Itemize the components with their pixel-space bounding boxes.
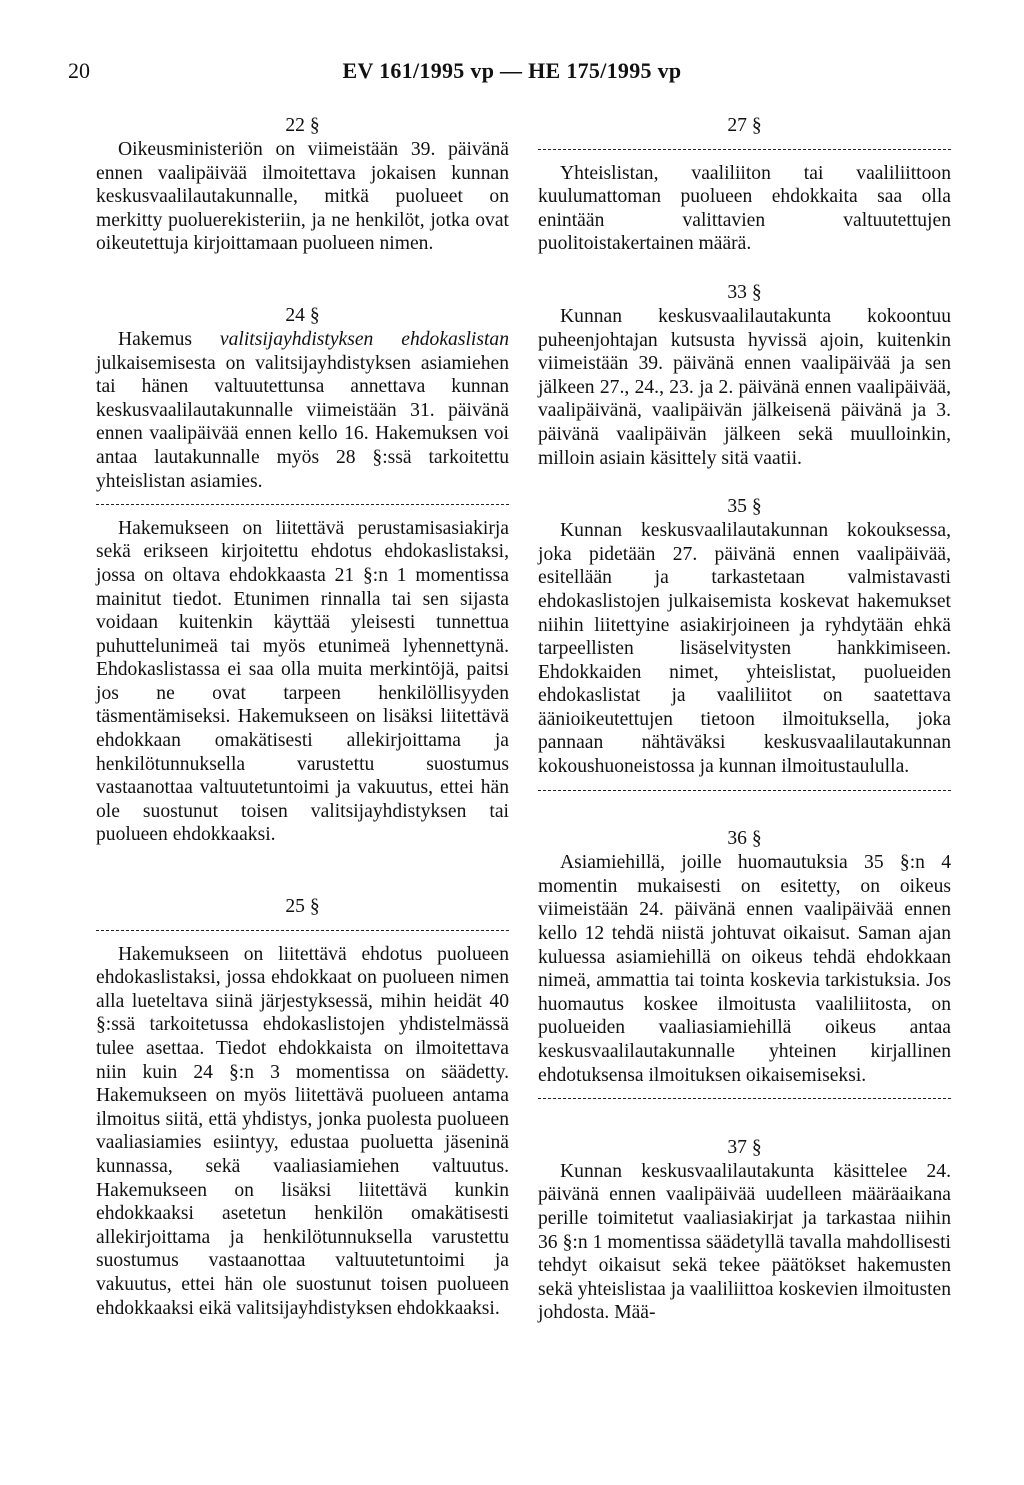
section-37 (538, 1136, 951, 1325)
section-33-text: Kunnan keskusvaalilautakunta kokoontuu puheenjohtajan kutsusta hyvissä ajoin, kuitenkin viimeistään 39. päivänä ennen vaalipäivää ja sen jälkeen 27., 24., 23. ja 2. päivänä ennen vaalipäivää, vaalipäivänä, vaalipäivän jälkeisenä päivänä ja 3. päivänä vaalipäivän jälkeen sekä muulloinkin, milloin asiain käsittely sitä vaatii. (538, 305, 951, 469)
page-header (68, 50, 956, 86)
section-24-p1-start: Hakemus (118, 328, 220, 350)
section-22 (96, 114, 509, 256)
section-24-p1-italic: valitsijayhdistyksen ehdokaslistan (219, 328, 510, 350)
section-22-text: Oikeusministeriön on viimeistään 39. päivänä ennen vaalipäivää ilmoitettava jokaisen kunnan keskusvaalilautakunnalle, mitkä puolueet on merkitty puoluerekisteriin, ja ne henkilöt, jotka ovat oikeutettuja kirjoittamaan puolueen nimen. (96, 139, 509, 255)
section-25-text: Hakemukseen on liitettävä ehdotus puolueen ehdokaslistaksi, jossa ehdokkaat on puolueen nimen alla lueteltava siinä järjestyksessä, mihin heidät 40 §:ssä tarkoitetussa ehdokaslistojen yhdistelmässä tulee asettaa. Tiedot ehdokkaista on ilmoitettava niin kuin 24 §:n 3 momentissa on säädetty. Hakemukseen on myös liitettävä puolueen antama ilmoitus siitä, että yhdistys, jonka puolesta puolueen vaaliasiamies esiintyy, edustaa puoluetta jäseninä kunnassa, sekä vaaliasiamiehen valtuutus. Hakemukseen on lisäksi liitettävä kunkin ehdokkaaksi asetetun henkilön omakätisesti allekirjoittama ja henkilötunnuksella varustettu suostumus vastaanottaa valtuutetuntoimi ja vakuutus, ettei hän ole suostunut toisen puolueen ehdokkaaksi eikä valitsijayhdistyksen ehdokkaaksi. (96, 943, 509, 1319)
section-24-heading: 24 § (285, 304, 320, 326)
section-24-paragraph-2: Hakemukseen on liitettävä perustamisasiakirja sekä erikseen kirjoitettu ehdotus ehdokaslistaksi, jossa on oltava ehdokkaasta 21 §:n 1 momentissa mainitut tiedot. Etunimen rinnalla tai sen sijasta voidaan kuitenkin käyttää yleisesti tunnettua puhuttelunimeä tai myös etunimeä lyhennettynä. Ehdokaslistassa ei saa olla muita merkintöjä, paitsi jos ne ovat tarpeen henkilöllisyyden täsmentämiseksi. Hakemukseen on lisäksi liitettävä ehdokkaan omakätisesti allekirjoittama ja henkilötunnuksella varustettu suostumus vastaanottaa valtuutetuntoimi ja vakuutus, ettei hän ole suostunut toisen valitsijayhdistyksen tai puolueen ehdokkaaksi. (96, 517, 509, 846)
right-column (538, 114, 951, 1325)
section-36-heading: 36 § (727, 828, 762, 850)
section-36 (538, 827, 951, 1111)
section-37-text: Kunnan keskusvaalilautakunta käsittelee 24. päivänä ennen vaalipäivää uudelleen määräaikana perille toimitetut vaaliasiakirjat ja tarkastaa niihin 36 §:n 1 momentissa säädetyllä tavalla mahdollisesti tehdyt oikaisut sekä tekee päätökset hakemusten sekä yhteislistaa ja vaaliliittoa koskevien ilmoitusten johdosta. Mää- (538, 1160, 952, 1324)
section-35-text: Kunnan keskusvaalilautakunnan kokouksessa, joka pidetään 27. päivänä ennen vaalipäivää, esitellään ja tarkastetaan valmistavasti ehdokaslistojen julkaisemista koskevat hakemukset niihin liitettyine asiakirjoineen ja ryhdytään ehkä tarpeellisten lisäselvitysten hankkimiseen. Ehdokkaiden nimet, yhteislistat, puolueiden ehdokaslistat ja vaaliliitot on saatettava äänioikeutettujen tietoon ilmoituksella, joka pannaan nähtäväksi keskusvaalilautakunnan kokoushuoneistossa ja kunnan ilmoitustaululla. (538, 520, 951, 778)
left-column (96, 114, 509, 1320)
omission-dash-line (96, 493, 509, 517)
section-27 (538, 114, 951, 256)
page-number: 20 (68, 58, 90, 83)
section-35 (538, 495, 951, 802)
section-25 (96, 895, 509, 1320)
section-25-heading: 25 § (285, 896, 320, 918)
running-head: EV 161/1995 vp — HE 175/1995 vp (342, 58, 682, 83)
section-22-heading: 22 § (285, 115, 320, 136)
section-33-heading: 33 § (727, 281, 762, 303)
omission-dash-line (538, 138, 951, 162)
section-24-paragraph-1 (96, 328, 509, 493)
section-27-heading: 27 § (727, 115, 762, 136)
section-27-text: Yhteislistan, vaaliliiton tai vaaliliittoon kuulumattoman puolueen ehdokkaita saa olla enintään valittavien valtuutettujen puolitoistakertainen määrä. (538, 162, 951, 255)
omission-dash-line (538, 779, 951, 803)
omission-dash-line (96, 919, 509, 943)
section-35-heading: 35 § (727, 496, 762, 518)
section-24 (96, 304, 509, 847)
section-33 (538, 281, 951, 470)
section-37-heading: 37 § (727, 1136, 762, 1158)
section-36-text: Asiamiehillä, joille huomautuksia 35 §:n 4 momentin mukaisesti on esitetty, on oikeus viimeistään 24. päivänä ennen vaalipäivää ennen kello 12 tehdä niistä johtuvat oikaisut. Saman ajan kuluessa asiamiehillä on oikeus tehdä ehdokkaan nimeä, ammattia tai tointa koskevia tarkistuksia. Jos huomautus koskee ilmoitusta vaaliliitosta, on puolueiden vaaliasiamiehillä oikeus antaa keskusvaalilautakunnalle yhteinen kirjallinen ehdotuksensa ilmoituksen oikaisemiseksi. (538, 852, 951, 1086)
omission-dash-line (538, 1087, 951, 1111)
section-24-p1-end: julkaisemisesta on valitsijayhdistyksen asiamiehen tai hänen valtuutettunsa annettava kunnan keskusvaalilautakunnalle viimeistään 31. päivänä ennen vaalipäivää ennen kello 16. Hakemuksen voi antaa lautakunnalle myös 28 §:ssä tarkoitettu yhteislistan asiamies. (96, 352, 509, 492)
